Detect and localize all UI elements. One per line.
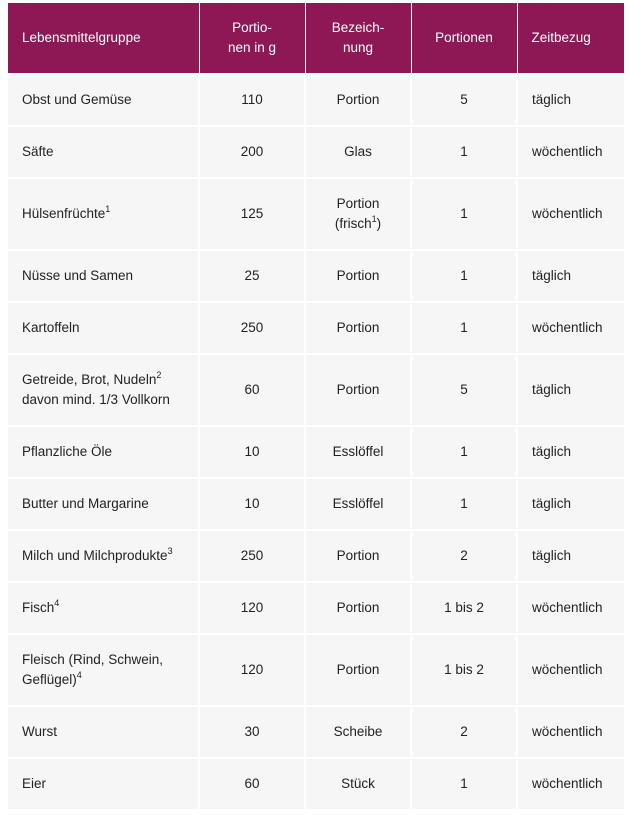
cell-designation: Portion <box>305 634 411 706</box>
cell-grams: 30 <box>199 706 305 758</box>
table-row <box>8 302 624 354</box>
cell-designation: Portion (frisch$^1$) <box>305 178 411 250</box>
cell-timeframe: täglich <box>517 530 624 582</box>
table-row <box>8 250 624 302</box>
cell-timeframe: wöchentlich <box>517 302 624 354</box>
cell-food-group: Kartoffeln <box>8 302 199 354</box>
cell-portions: 1 <box>411 758 517 809</box>
cell-grams: 250 <box>199 530 305 582</box>
cell-designation: Portion <box>305 302 411 354</box>
cell-food-group: Getreide, Brot, Nudeln$^2$ davon mind. 1/3 Vollkorn <box>8 354 199 426</box>
cell-designation: Stück <box>305 758 411 809</box>
cell-designation: Esslöffel <box>305 478 411 530</box>
table-row <box>8 758 624 809</box>
cell-timeframe: wöchentlich <box>517 634 624 706</box>
cell-grams: 60 <box>199 354 305 426</box>
header-timeframe: Zeitbezug <box>517 3 624 74</box>
table-row <box>8 530 624 582</box>
table-row <box>8 706 624 758</box>
cell-food-group: Nüsse und Samen <box>8 250 199 302</box>
cell-grams: 60 <box>199 758 305 809</box>
cell-timeframe: täglich <box>517 426 624 478</box>
cell-timeframe: wöchentlich <box>517 706 624 758</box>
cell-designation: Portion <box>305 582 411 634</box>
cell-portions: 1 <box>411 478 517 530</box>
cell-grams: 250 <box>199 302 305 354</box>
table-row <box>8 178 624 250</box>
cell-portions: 1 bis 2 <box>411 582 517 634</box>
cell-food-group: Fisch$^4$ <box>8 582 199 634</box>
cell-timeframe: täglich <box>517 478 624 530</box>
cell-food-group: Säfte <box>8 126 199 178</box>
food-portions-table <box>8 3 624 809</box>
cell-timeframe: wöchentlich <box>517 582 624 634</box>
cell-food-group: Obst und Gemüse <box>8 74 199 126</box>
cell-grams: 10 <box>199 478 305 530</box>
cell-grams: 200 <box>199 126 305 178</box>
cell-portions: 2 <box>411 706 517 758</box>
cell-designation: Portion <box>305 354 411 426</box>
cell-grams: 120 <box>199 582 305 634</box>
cell-food-group: Eier <box>8 758 199 809</box>
cell-portions: 2 <box>411 530 517 582</box>
table-row <box>8 74 624 126</box>
cell-designation: Esslöffel <box>305 426 411 478</box>
cell-portions: 1 <box>411 178 517 250</box>
cell-designation: Portion <box>305 530 411 582</box>
cell-timeframe: wöchentlich <box>517 758 624 809</box>
cell-designation: Scheibe <box>305 706 411 758</box>
table-row <box>8 582 624 634</box>
cell-designation: Glas <box>305 126 411 178</box>
cell-portions: 5 <box>411 354 517 426</box>
table-row <box>8 478 624 530</box>
cell-grams: 10 <box>199 426 305 478</box>
cell-timeframe: wöchentlich <box>517 126 624 178</box>
header-portions: Portionen <box>411 3 517 74</box>
cell-designation: Portion <box>305 74 411 126</box>
cell-timeframe: täglich <box>517 250 624 302</box>
cell-portions: 5 <box>411 74 517 126</box>
table-row <box>8 354 624 426</box>
header-portion-grams: Portio- nen in g <box>199 3 305 74</box>
table-row <box>8 634 624 706</box>
cell-grams: 125 <box>199 178 305 250</box>
header-food-group: Lebensmittelgruppe <box>8 3 199 74</box>
cell-food-group: Fleisch (Rind, Schwein, Geflügel)$^4$ <box>8 634 199 706</box>
cell-timeframe: täglich <box>517 74 624 126</box>
cell-portions: 1 <box>411 250 517 302</box>
table-row <box>8 126 624 178</box>
cell-grams: 110 <box>199 74 305 126</box>
table-row <box>8 426 624 478</box>
table-header-row <box>8 3 624 74</box>
cell-portions: 1 <box>411 302 517 354</box>
cell-food-group: Wurst <box>8 706 199 758</box>
cell-portions: 1 <box>411 426 517 478</box>
cell-grams: 25 <box>199 250 305 302</box>
cell-portions: 1 <box>411 126 517 178</box>
cell-food-group: Pflanzliche Öle <box>8 426 199 478</box>
cell-timeframe: wöchentlich <box>517 178 624 250</box>
cell-food-group: Hülsenfrüchte$^1$ <box>8 178 199 250</box>
cell-portions: 1 bis 2 <box>411 634 517 706</box>
cell-grams: 120 <box>199 634 305 706</box>
cell-designation: Portion <box>305 250 411 302</box>
cell-timeframe: täglich <box>517 354 624 426</box>
cell-food-group: Butter und Margarine <box>8 478 199 530</box>
cell-food-group: Milch und Milchprodukte$^3$ <box>8 530 199 582</box>
header-designation: Bezeich- nung <box>305 3 411 74</box>
